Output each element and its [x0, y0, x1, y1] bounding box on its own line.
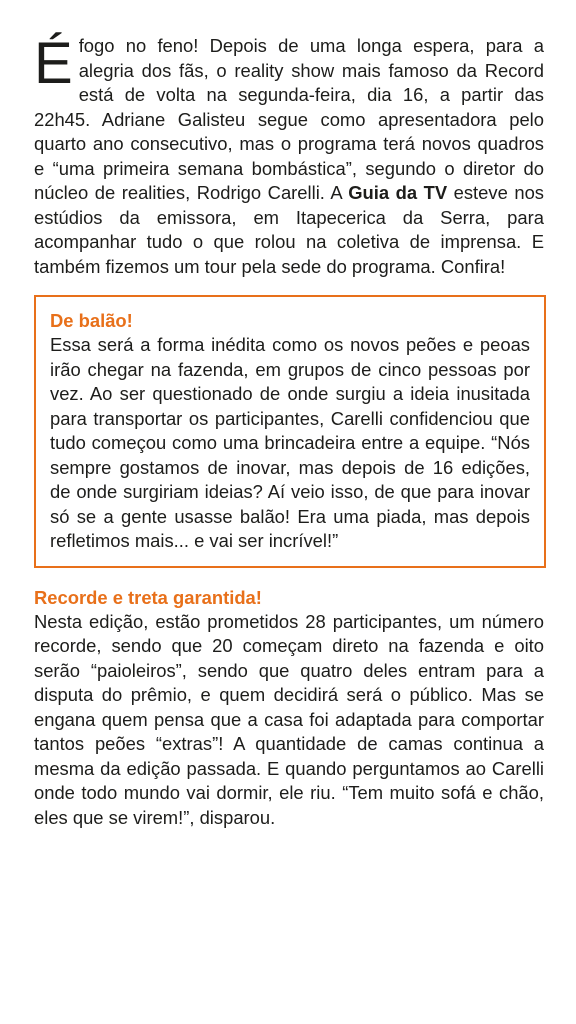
highlight-box — [34, 295, 546, 568]
box-text: Essa será a forma inédita como os novos peões e peoas irão chegar na fazenda, em grupos de cinco pessoas por vez. Ao ser questionado de onde surgiu a ideia inusitada para transportar os participantes, Carelli confidenciou que tudo começou como uma brincadeira entre a equipe. “Nós sempre gostamos de inovar, mas depois de 16 edições, de onde surgiriam ideias? Aí veio isso, de que para inovar só se a gente usasse balão! Era uma piada, mas depois refletimos mais... e vai ser incrível!” — [50, 334, 530, 551]
intro-bold-brand: Guia da TV — [348, 182, 448, 203]
intro-paragraph — [34, 31, 544, 279]
intro-text-end: esteve nos estúdios da emissora, em Itapecerica da Serra, para acompanhar tudo o que rolou na coletiva de imprensa. E também fizemos um tour pela sede do programa. Confira! — [34, 182, 544, 277]
intro-text-start: fogo no feno! Depois de uma longa espera, para a alegria dos fãs, o reality show mais famoso da Record está de volta na segunda-feira, dia 16, a partir das 22h45. Adriane Galisteu segue como apresentadora pelo quarto ano consecutivo, mas o programa terá novos quadros e “uma primeira semana bombástica”, segundo o diretor do núcleo de realities, Rodrigo Carelli. A — [34, 35, 544, 203]
drop-cap: É — [34, 31, 73, 96]
article — [34, 31, 544, 830]
box-title: De balão! — [50, 310, 133, 331]
section-record — [34, 586, 544, 831]
section-text: Nesta edição, estão prometidos 28 participantes, um número recorde, sendo que 20 começam direto na fazenda e oito serão “paioleiros”, sendo que quatro deles entram para a disputa do prêmio, e quem decidirá será o público. Mas se engana quem pensa que a casa foi adaptada para comportar tantos peões “extras”! A quantidade de camas continua a mesma da edição passada. E quando perguntamos ao Carelli onde todo mundo vai dormir, ele riu. “Tem muito sofá e chão, eles que se virem!”, disparou. — [34, 610, 544, 828]
section-title: Recorde e treta garantida! — [34, 586, 262, 608]
